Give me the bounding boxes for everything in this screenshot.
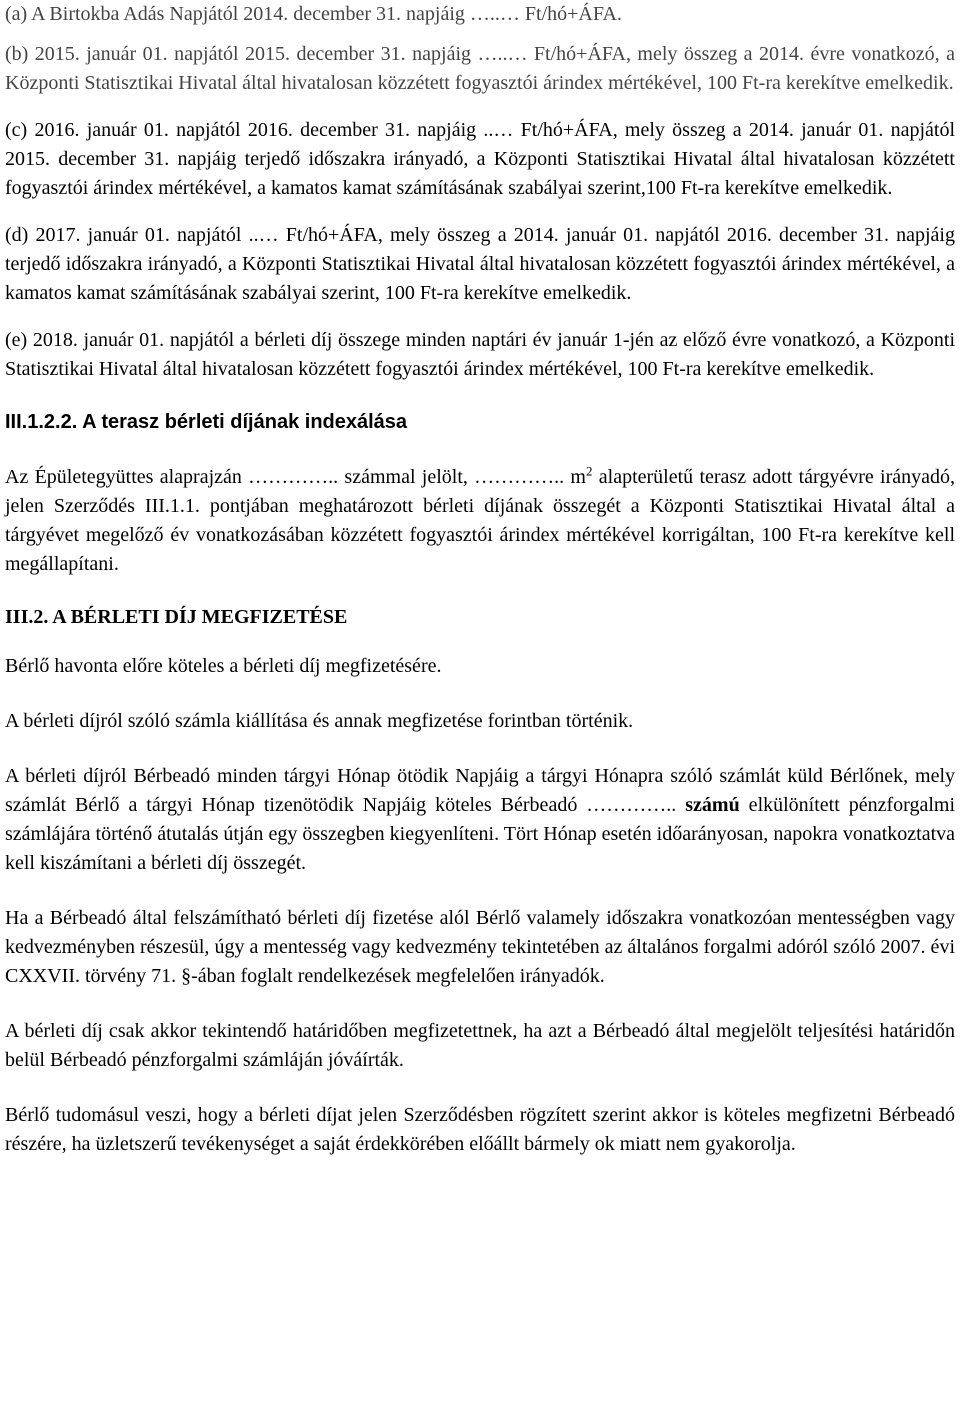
honap-text-start: A bérleti díjról Bérbeadó minden tárgyi Hónap ötödik Napjáig a tárgyi Hónapra szóló számlát küld Bérlőnek, mely számlát Bérlő a tárgyi Hónap tizenötödik Napjáig köteles Bérbeadó ………….. (5, 765, 955, 816)
paragraph-hatarido: A bérleti díj csak akkor tekintendő határidőben megfizetettnek, ha azt a Bérbeadó által megjelölt teljesítési határidőn belül Bérbeadó pénzforgalmi számláján jóváírták. (5, 1020, 955, 1071)
paragraph-honap (5, 762, 955, 878)
document-page (5, 0, 955, 1159)
terasz-text-end: alapterületű terasz adott tárgyévre irányadó, jelen Szerződés III.1.1. pontjában meghatározott bérleti díjának összegét a Központi Statisztikai Hivatal által a tárgyévet megelőző év vonatkozásában közzétett fogyasztói árindex mértékével korrigáltan, 100 Ft-ra kerekítve kell megállapítani. (5, 466, 955, 575)
section-heading-32: III.2. A BÉRLETI DÍJ MEGFIZETÉSE (5, 606, 348, 628)
paragraph-d: (d) 2017. január 01. napjától ..… Ft/hó+ÁFA, mely összeg a 2014. január 01. napjától 2016. december 31. napjáig terjedő időszakra irányadó, a Központi Statisztikai Hivatal által hivatalosan közzétett fogyasztói árindex mértékével, a kamatos kamat számításának szabályai szerint, 100 Ft-ra kerekítve emelkedik. (5, 224, 955, 304)
paragraph-b: (b) 2015. január 01. napjától 2015. december 31. napjáig …..… Ft/hó+ÁFA, mely összeg a 2014. évre vonatkozó, a Központi Statisztikai Hivatal által hivatalosan közzétett fogyasztói árindex mértékével, 100 Ft-ra kerekítve emelkedik. (5, 43, 955, 94)
superscript-2: 2 (586, 463, 593, 479)
terasz-text-start: Az Épületegyüttes alaprajzán ………….. számmal jelölt, ………….. m (5, 466, 586, 488)
paragraph-tudomasul: Bérlő tudomásul veszi, hogy a bérleti díjat jelen Szerződésben rögzített szerint akkor is köteles megfizetni Bérbeadó részére, ha üzletszerű tevékenységet a saját érdekkörében előállt bármely ok miatt nem gyakorolja. (5, 1104, 955, 1155)
paragraph-mentesseg: Ha a Bérbeadó által felszámítható bérleti díj fizetése alól Bérlő valamely időszakra vonatkozóan mentességben vagy kedvezményben részesül, úgy a mentesség vagy kedvezmény tekintetében az általános forgalmi adóról szóló 2007. évi CXXVII. törvény 71. §-ában foglalt rendelkezések megfelelően irányadók. (5, 907, 955, 987)
honap-text-end: elkülönített pénzforgalmi számlájára történő átutalás útján egy összegben kiegyenlíteni. Tört Hónap esetén időarányosan, napokra vonatkoztatva kell kiszámítani a bérleti díj összegét. (5, 794, 956, 874)
section-heading-3122: III.1.2.2. A terasz bérleti díjának indexálása (5, 411, 408, 433)
paragraph-terasz (5, 463, 955, 579)
paragraph-a: (a) A Birtokba Adás Napjától 2014. december 31. napjáig …..… Ft/hó+ÁFA. (5, 3, 622, 25)
honap-bold-word: számú (685, 794, 740, 816)
paragraph-szamla: A bérleti díjról szóló számla kiállítása és annak megfizetése forintban történik. (5, 710, 634, 732)
paragraph-e: (e) 2018. január 01. napjától a bérleti díj összege minden naptári év január 1-jén az előző évre vonatkozó, a Központi Statisztikai Hivatal által hivatalosan közzétett fogyasztói árindex mértékével, 100 Ft-ra kerekítve emelkedik. (5, 329, 955, 380)
paragraph-c: (c) 2016. január 01. napjától 2016. december 31. napjáig ..… Ft/hó+ÁFA, mely összeg a 2014. január 01. napjától 2015. december 31. napjáig terjedő időszakra irányadó, a Központi Statisztikai Hivatal által hivatalosan közzétett fogyasztói árindex mértékével, a kamatos kamat számításának szabályai szerint,100 Ft-ra kerekítve emelkedik. (5, 119, 955, 199)
paragraph-havonta: Bérlő havonta előre köteles a bérleti díj megfizetésére. (5, 655, 442, 677)
